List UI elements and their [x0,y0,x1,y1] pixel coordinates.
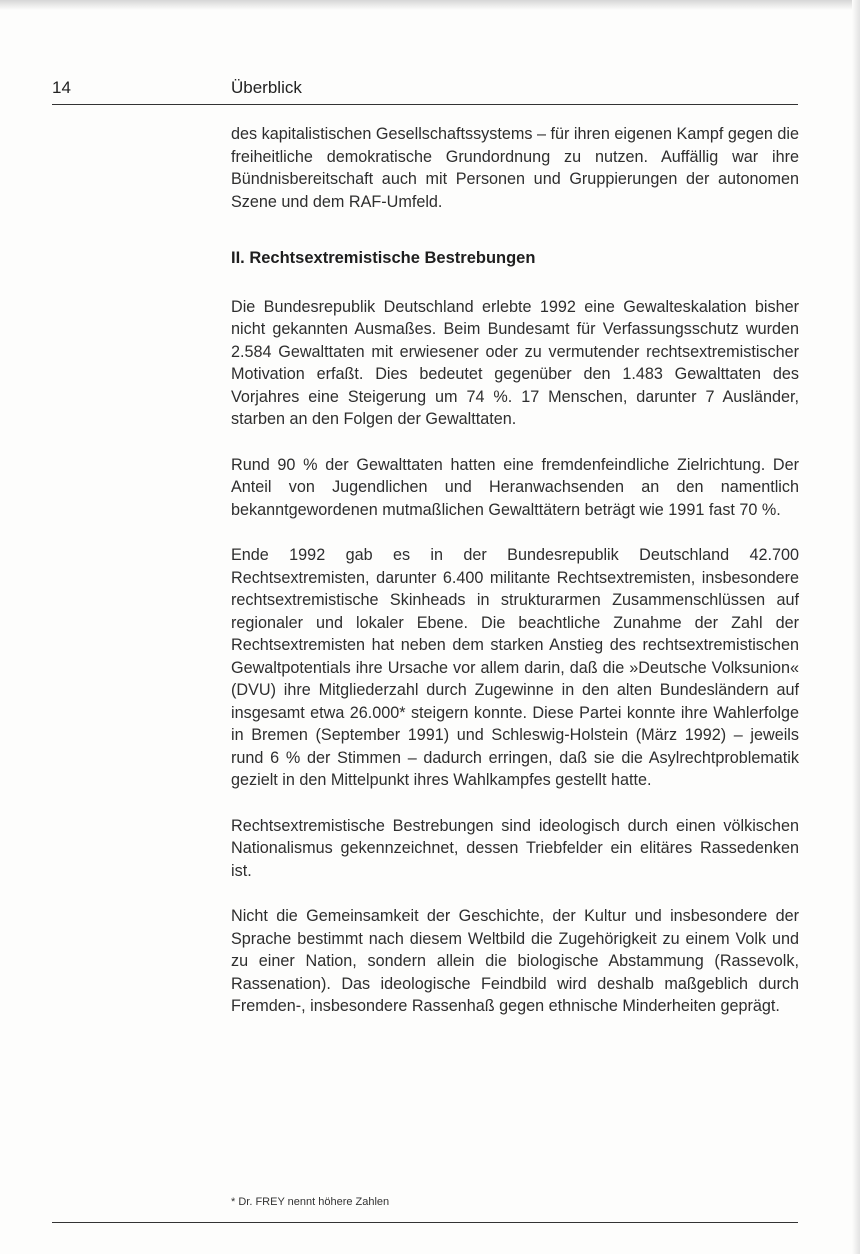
section-heading: II. Rechtsextremistische Bestrebungen [231,249,536,267]
paragraph-worldview: Nicht die Gemeinsamkeit der Geschichte, der Kultur und insbesondere der Sprache bestimmt nach diesem Weltbild die Zugehörigkeit zu einem Volk und zu einer Nation, sondern allein die biologische Abstammung (Rassevolk, Rassenation). Das ideologische Feindbild wird deshalb maßgeblich durch Fremden-, insbesondere Rassenhaß gegen ethnische Minderheiten geprägt. [231,907,799,1015]
paragraph-continuation: des kapitalistischen Gesellschaftssystems – für ihren eigenen Kampf gegen die freiheitliche demokratische Grundordnung zu nutzen. Auffällig war ihre Bündnisbereitschaft auch mit Personen und Gruppierungen der autonomen Szene und dem RAF-Umfeld. [231,125,799,211]
footnote: * Dr. FREY nennt höhere Zahlen [231,1196,390,1208]
paragraph-ideology: Rechtsextremistische Bestrebungen sind ideologisch durch einen völkischen Nationalismus gekennzeichnet, dessen Triebfelder ein elitäres Rassedenken ist. [231,816,799,880]
header-rule [52,104,798,105]
paragraph-xenophobic-motive: Rund 90 % der Gewalttaten hatten eine fremdenfeindliche Zielrichtung. Der Anteil von Jugendlichen und Heranwachsenden an den namentlich bekanntgewordenen mutmaßlichen Gewalttätern beträgt wie 1991 fast 70 %. [231,455,799,519]
body-text [231,123,799,1018]
scan-right-shadow [852,0,860,1254]
page-number: 14 [52,78,71,97]
paragraph-violence-escalation: Die Bundesrepublik Deutschland erlebte 1992 eine Gewalteskalation bisher nicht gekannten Ausmaßes. Beim Bundesamt für Verfassungsschutz wurden 2.584 Gewalttaten mit erwiesener oder zu vermutender rechtsextremistischer Motivation erfaßt. Dies bedeutet gegenüber den 1.483 Gewalttaten des Vorjahres eine Steigerung um 74 %. 17 Menschen, darunter 7 Ausländer, starben an den Folgen der Gewalttaten. [231,297,799,428]
running-title: Überblick [231,78,302,97]
scan-top-shadow [0,0,860,10]
footer-rule [52,1222,798,1223]
paragraph-extremist-count: Ende 1992 gab es in der Bundesrepublik Deutschland 42.700 Rechtsextremisten, darunter 6.400 militante Rechtsextremisten, insbesondere rechtsextremistische Skinheads in strukturarmen Zusammenschlüssen auf regionaler und lokaler Ebene. Die beachtliche Zunahme der Zahl der Rechtsextremisten hat neben dem starken Anstieg des rechtsextremistischen Gewaltpotentials ihre Ursache vor allem darin, daß die »Deutsche Volksunion« (DVU) ihre Mitgliederzahl durch Zugewinne in den alten Bundesländern auf insgesamt etwa 26.000* steigern konnte. Diese Partei konnte ihre Wahlerfolge in Bremen (September 1991) und Schleswig-Holstein (März 1992) – jeweils rund 6 % der Stimmen – dadurch erringen, daß sie die Asylrechtproblematik gezielt in den Mittelpunkt ihres Wahlkampfes gestellt hatte. [231,546,799,789]
